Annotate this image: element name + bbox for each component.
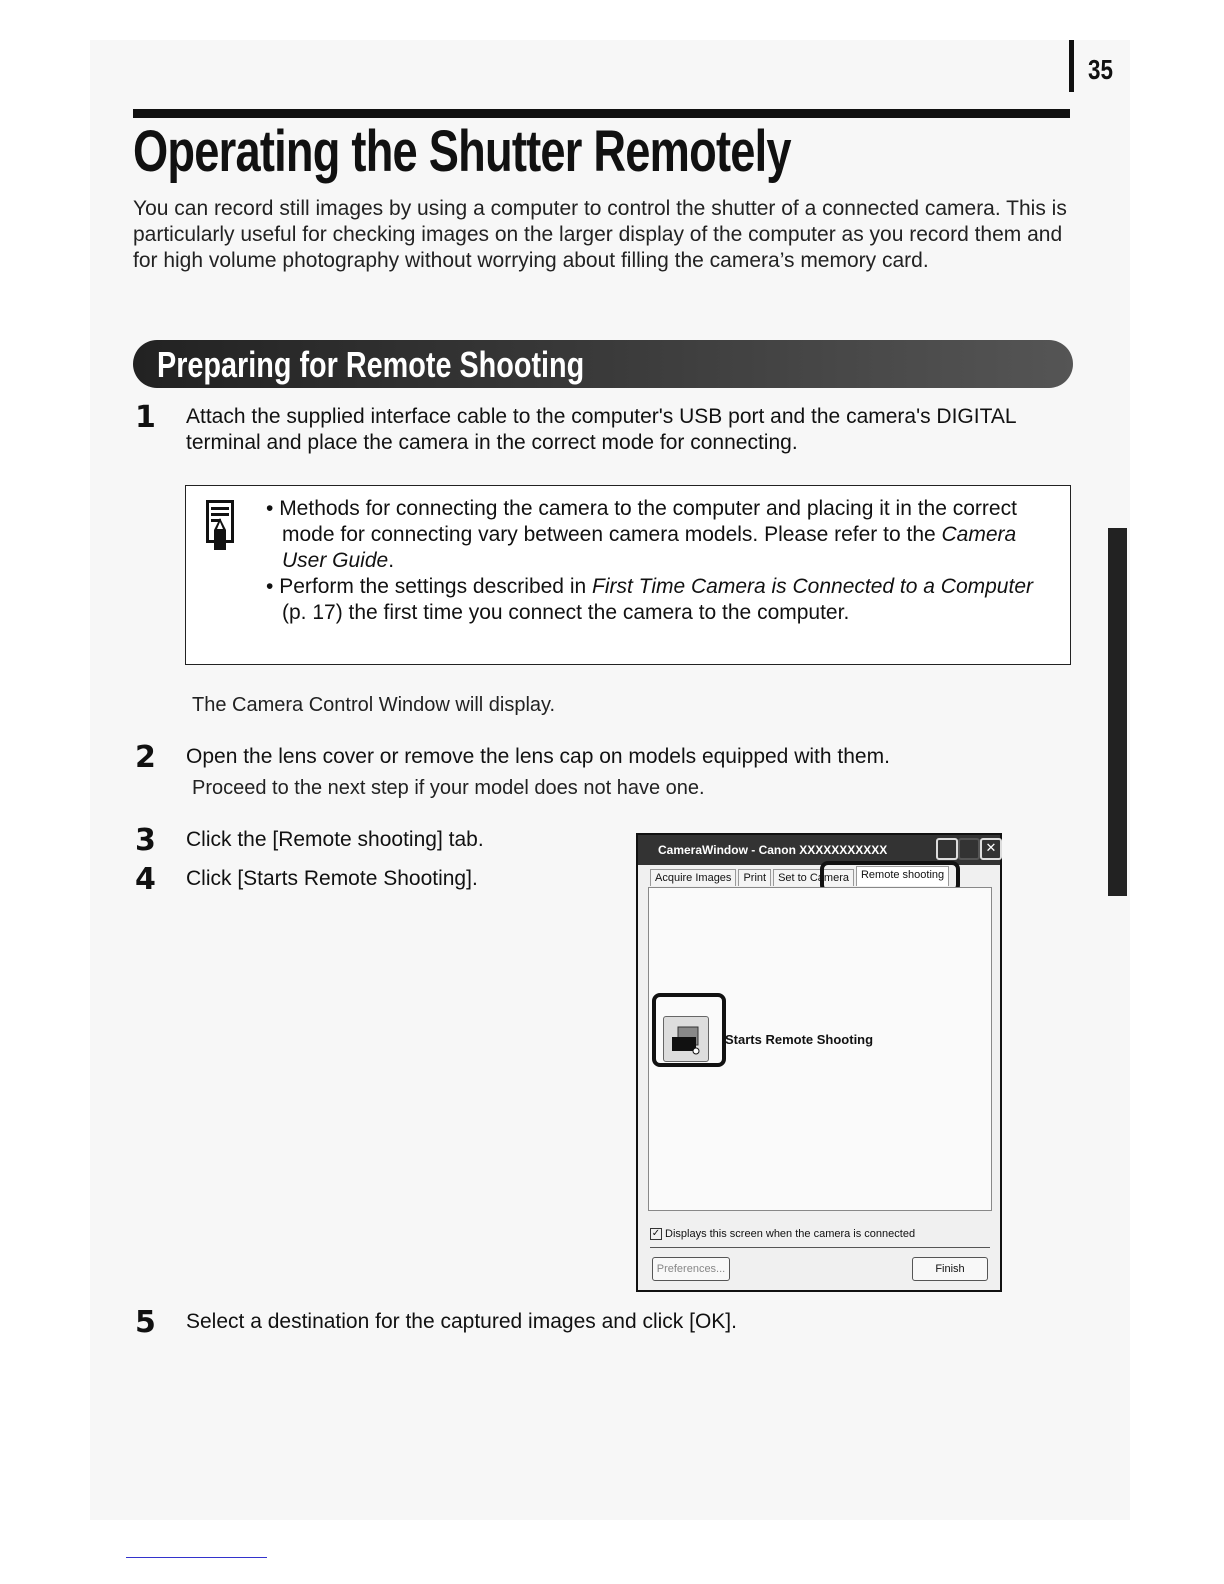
show-on-connect-checkbox[interactable] — [650, 1228, 915, 1240]
tab-print[interactable]: Print — [738, 869, 771, 886]
divider — [650, 1247, 990, 1248]
step-text: Open the lens cover or remove the lens cap on models equipped with them. — [186, 745, 890, 768]
step-text: Select a destination for the captured images and click [OK]. — [186, 1310, 737, 1333]
tab-acquire-images[interactable]: Acquire Images — [650, 869, 736, 886]
tab-set-to-camera[interactable]: Set to Camera — [773, 869, 854, 886]
step-number: 5 — [135, 1305, 156, 1340]
section-banner — [133, 340, 1073, 388]
note-bullet: • Perform the settings described in First Time Camera is Connected to a Computer (p. 17) the first time you connect the camera to the computer. — [266, 575, 1033, 624]
close-icon[interactable]: ✕ — [980, 838, 1002, 860]
step-text: Click [Starts Remote Shooting]. — [186, 867, 478, 890]
step-hint: Proceed to the next step if your model does not have one. — [192, 777, 705, 799]
finish-button[interactable]: Finish — [912, 1257, 988, 1281]
page-title: Operating the Shutter Remotely — [133, 119, 791, 184]
section-title: Preparing for Remote Shooting — [157, 344, 585, 385]
check-icon: ✓ — [651, 1228, 661, 1239]
step-text: Attach the supplied interface cable to the computer's USB port and the camera's DIGITAL terminal and place the camera in the correct mode for connecting. — [186, 405, 1016, 454]
chapter-edge-tab — [1108, 528, 1127, 896]
highlight-button — [652, 993, 726, 1067]
camera-window-screenshot — [636, 833, 1002, 1292]
checkbox-label: Displays this screen when the camera is connected — [665, 1228, 916, 1240]
footer-line — [126, 1557, 267, 1558]
intro-paragraph: You can record still images by using a computer to control the shutter of a connected camera. This is particularly useful for checking images on the larger display of the computer as you record them and for high volume photography without worrying about filling the camera’s memory card. — [133, 197, 1067, 272]
note-bullet: • Methods for connecting the camera to the computer and placing it in the correct mode for connecting vary between camera models. Please refer to the Camera User Guide. — [266, 497, 1017, 572]
title-rule — [133, 109, 1070, 118]
window-title: CameraWindow - Canon XXXXXXXXXXX — [658, 843, 888, 857]
minimize-icon[interactable] — [936, 838, 958, 860]
maximize-icon[interactable] — [958, 838, 980, 860]
step-number: 4 — [135, 862, 156, 897]
step-result: The Camera Control Window will display. — [192, 694, 556, 716]
page-number: 35 — [1088, 54, 1113, 85]
step-number: 2 — [135, 740, 156, 775]
preferences-button[interactable]: Preferences... — [652, 1257, 730, 1281]
starts-remote-shooting-label[interactable]: Starts Remote Shooting — [725, 1032, 874, 1047]
note-box — [185, 485, 1071, 665]
page-number-bar — [1069, 40, 1074, 92]
step-number: 3 — [135, 823, 156, 858]
step-number: 1 — [135, 400, 156, 435]
memo-pencil-icon — [206, 500, 234, 550]
step-text: Click the [Remote shooting] tab. — [186, 828, 484, 851]
tab-remote-shooting[interactable]: Remote shooting — [856, 866, 949, 886]
